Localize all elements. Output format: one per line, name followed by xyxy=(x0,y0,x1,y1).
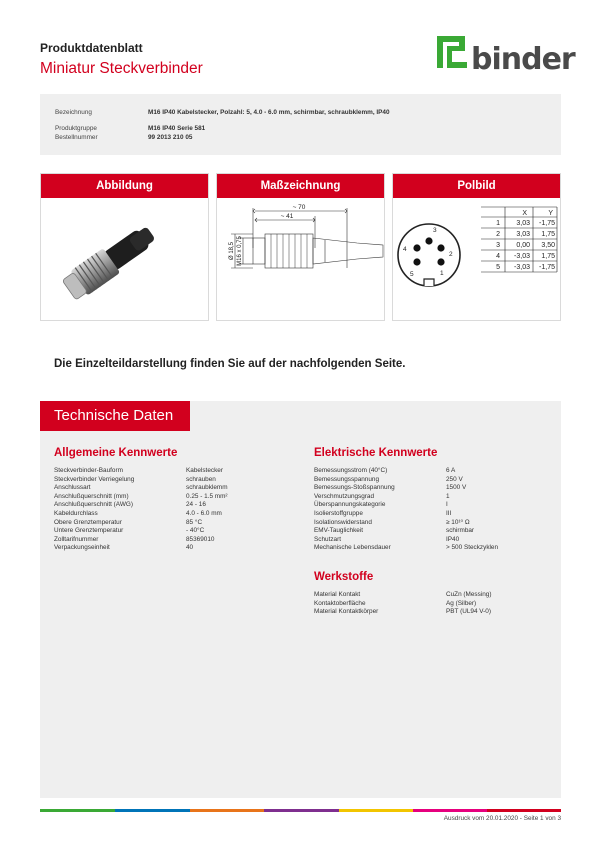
pin-1-contact xyxy=(437,258,444,265)
spec-key: Steckverbinder-Bauform xyxy=(54,467,123,474)
spec-key: Mechanische Lebensdauer xyxy=(314,544,391,552)
spec-row xyxy=(314,600,554,609)
spec-value: 0.25 - 1.5 mm² xyxy=(186,492,228,500)
pin-label-5: 5 xyxy=(410,271,414,278)
panel-polbild-title: Polbild xyxy=(393,174,560,198)
spec-value: 24 - 16 xyxy=(186,501,206,509)
footer-color-bar-orange xyxy=(190,809,264,812)
pin-3-contact xyxy=(425,237,432,244)
pin-layout-diagram xyxy=(393,198,560,320)
spec-value: schrauben xyxy=(186,475,216,483)
spec-row xyxy=(314,527,554,536)
spec-value: - 40°C xyxy=(186,527,205,535)
panel-masszeichnung xyxy=(216,173,385,321)
spec-row xyxy=(54,493,284,502)
footer-color-bar-magenta xyxy=(413,809,487,812)
spec-row xyxy=(54,476,284,485)
spec-key: Isolierstoffgruppe xyxy=(314,509,363,517)
spec-key: Überspannungskategorie xyxy=(314,501,386,509)
spec-key: Isolationswiderstand xyxy=(314,518,372,526)
spec-key: Verpackungseinheit xyxy=(54,544,110,552)
materials-list xyxy=(314,591,554,617)
info-key: Bezeichnung xyxy=(55,109,92,116)
spec-row xyxy=(54,510,284,519)
spec-row xyxy=(314,476,554,485)
print-footer: Ausdruck vom 20.01.2020 - Seite 1 von 3 xyxy=(443,815,561,822)
spec-row xyxy=(314,510,554,519)
spec-row xyxy=(314,536,554,545)
info-value: 99 2013 210 05 xyxy=(148,134,193,141)
pin-row-3-pin: 3 xyxy=(496,242,500,249)
page-title: Miniatur Steckverbinder xyxy=(40,60,203,77)
spec-value: 1 xyxy=(446,492,450,500)
spec-key: Steckverbinder Verriegelung xyxy=(54,475,135,483)
spec-row xyxy=(54,527,284,536)
spec-value: 40 xyxy=(186,544,194,552)
spec-key: Untere Grenztemperatur xyxy=(54,527,124,535)
general-specs-list xyxy=(54,467,284,553)
spec-key: Material Kontaktkörper xyxy=(314,608,379,616)
spec-key: Kabeldurchlass xyxy=(54,509,98,517)
spec-row xyxy=(54,519,284,528)
spec-key: Verschmutzungsgrad xyxy=(314,492,375,500)
spec-value: ≥ 10¹⁰ Ω xyxy=(446,518,470,526)
electrical-specs-list xyxy=(314,467,554,553)
spec-value: III xyxy=(446,509,452,517)
pin-5-contact xyxy=(413,258,420,265)
spec-key: Schutzart xyxy=(314,535,341,543)
dimension-drawing xyxy=(217,198,384,320)
pin-4-contact xyxy=(413,244,420,251)
pin-row-2-x: 3,03 xyxy=(516,231,530,238)
technical-data-tab: Technische Daten xyxy=(40,401,190,431)
panel-polbild xyxy=(392,173,561,321)
pin-label-2: 2 xyxy=(449,251,453,258)
pin-row-1-x: 3,03 xyxy=(516,220,530,227)
spec-value: IP40 xyxy=(446,535,460,543)
spec-row xyxy=(54,484,284,493)
pin-row-3-x: 0,00 xyxy=(516,242,530,249)
footer-color-bar-green xyxy=(40,809,115,812)
spec-value: 250 V xyxy=(446,475,463,483)
detail-note: Die Einzelteildarstellung finden Sie auf der nachfolgenden Seite. xyxy=(54,358,406,370)
pin-row-2-pin: 2 xyxy=(496,231,500,238)
pin-row-5-y: -1,75 xyxy=(539,264,555,271)
spec-row xyxy=(314,591,554,600)
spec-value: 6 A xyxy=(446,467,456,474)
spec-row xyxy=(54,467,284,476)
pin-row-5-x: -3,03 xyxy=(514,264,530,271)
product-info-box xyxy=(40,94,561,155)
pin-coordinate-table xyxy=(481,207,557,272)
pin-2-contact xyxy=(437,244,444,251)
pin-label-3: 3 xyxy=(433,227,437,234)
spec-row xyxy=(314,519,554,528)
footer-color-bar-blue xyxy=(115,809,190,812)
spec-value: 85 °C xyxy=(186,518,203,526)
pin-row-3-y: 3,50 xyxy=(541,242,555,249)
spec-row xyxy=(54,544,284,553)
info-value: M16 IP40 Serie 581 xyxy=(148,125,206,132)
footer-color-bar-yellow xyxy=(339,809,413,812)
spec-key: Bemessungs-Stoßspannung xyxy=(314,484,395,492)
spec-row xyxy=(314,467,554,476)
spec-value: Kabelstecker xyxy=(186,467,223,474)
spec-value: schraubklemm xyxy=(186,484,228,492)
spec-value: 85369010 xyxy=(186,535,215,543)
spec-key: Anschlußquerschnitt (AWG) xyxy=(54,501,133,509)
spec-key: Anschlußquerschnitt (mm) xyxy=(54,492,129,500)
electrical-specs-title: Elektrische Kennwerte xyxy=(314,447,438,459)
info-key: Bestellnummer xyxy=(55,134,98,141)
spec-key: Bemessungsspannung xyxy=(314,475,380,483)
materials-title: Werkstoffe xyxy=(314,571,374,583)
info-value: M16 IP40 Kabelstecker, Polzahl: 5, 4.0 - 6.0 mm, schirmbar, schraubklemm, IP40 xyxy=(148,109,390,116)
dim-thread: M16 x 0,75 xyxy=(237,236,243,266)
spec-row xyxy=(54,501,284,510)
pin-row-4-x: -3,03 xyxy=(514,253,530,260)
pin-label-1: 1 xyxy=(440,270,444,277)
spec-row xyxy=(314,501,554,510)
spec-value: PBT (UL94 V-0) xyxy=(446,608,491,616)
dim-overall-length: ~ 70 xyxy=(292,204,306,211)
general-specs-title: Allgemeine Kennwerte xyxy=(54,447,178,459)
dim-body-length: ~ 41 xyxy=(280,213,294,220)
spec-value: schirmbar xyxy=(446,527,475,535)
pin-row-5-pin: 5 xyxy=(496,264,500,271)
pin-label-4: 4 xyxy=(403,246,407,253)
spec-key: Bemessungsstrom (40°C) xyxy=(314,467,388,474)
spec-key: Zolltarifnummer xyxy=(54,535,99,543)
panel-masszeichnung-title: Maßzeichnung xyxy=(217,174,384,198)
pin-row-1-y: -1,75 xyxy=(539,220,555,227)
panel-abbildung xyxy=(40,173,209,321)
spec-value: > 500 Steckzyklen xyxy=(446,544,499,552)
info-key: Produktgruppe xyxy=(55,125,97,132)
dim-outer-diameter: Ø 18,5 xyxy=(229,241,235,261)
footer-color-bar-purple xyxy=(264,809,339,812)
document-type-label: Produktdatenblatt xyxy=(40,41,143,55)
logo-wordmark: binder xyxy=(471,42,575,77)
spec-row xyxy=(314,544,554,553)
spec-key: Obere Grenztemperatur xyxy=(54,518,122,526)
pin-row-4-pin: 4 xyxy=(496,253,500,260)
connector-photo xyxy=(41,198,208,320)
spec-key: Kontaktoberfläche xyxy=(314,599,366,607)
spec-value: I xyxy=(446,501,448,509)
pin-row-1-pin: 1 xyxy=(496,220,500,227)
pin-row-2-y: 1,75 xyxy=(541,231,555,238)
panel-abbildung-title: Abbildung xyxy=(41,174,208,198)
spec-row xyxy=(54,536,284,545)
footer-color-bar-red xyxy=(487,809,561,812)
spec-value: CuZn (Messing) xyxy=(446,591,492,598)
spec-key: EMV-Tauglichkeit xyxy=(314,527,364,535)
spec-key: Anschlussart xyxy=(54,484,91,492)
spec-value: Ag (Silber) xyxy=(446,599,477,607)
spec-row xyxy=(314,608,554,617)
spec-key: Material Kontakt xyxy=(314,591,361,598)
spec-value: 1500 V xyxy=(446,484,467,492)
spec-row xyxy=(314,484,554,493)
col-x-header: X xyxy=(522,210,527,217)
col-y-header: Y xyxy=(548,210,553,217)
pin-row-4-y: 1,75 xyxy=(541,253,555,260)
spec-value: 4.0 - 6.0 mm xyxy=(186,509,222,517)
